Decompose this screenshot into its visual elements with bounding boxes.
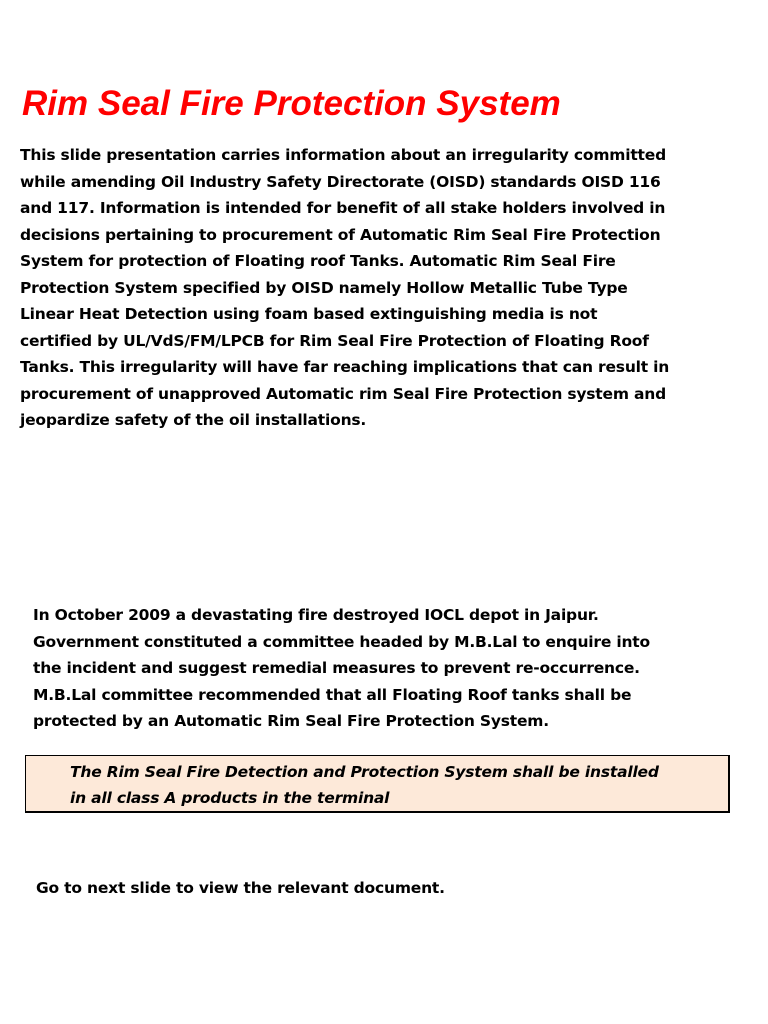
recommendation-box	[25, 755, 730, 813]
next-slide-note: Go to next slide to view the relevant document.	[36, 879, 445, 897]
incident-paragraph: In October 2009 a devastating fire destroyed IOCL depot in Jaipur. Government constituted a committee headed by M.B.Lal to enquire into the incident and suggest remedial measures to prevent re-occurrence. M.B.Lal committee recommended that all Floating Roof tanks shall be protected by an Automatic Rim Seal Fire Protection System.	[33, 606, 650, 730]
intro-paragraph: This slide presentation carries information about an irregularity committed while amending Oil Industry Safety Directorate (OISD) standards OISD 116 and 117. Information is intended for benefit of all stake holders involved in decisions pertaining to procurement of Automatic Rim Seal Fire Protection System for protection of Floating roof Tanks. Automatic Rim Seal Fire Protection System specified by OISD namely Hollow Metallic Tube Type Linear Heat Detection using foam based extinguishing media is not certified by UL/VdS/FM/LPCB for Rim Seal Fire Protection of Floating Roof Tanks. This irregularity will have far reaching implications that can result in procurement of unapproved Automatic rim Seal Fire Protection system and jeopardize safety of the oil installations.	[20, 146, 670, 429]
recommendation-quote: The Rim Seal Fire Detection and Protection System shall be installed in all class A products in the terminal	[70, 763, 659, 807]
slide-title: Rim Seal Fire Protection System	[22, 84, 561, 123]
